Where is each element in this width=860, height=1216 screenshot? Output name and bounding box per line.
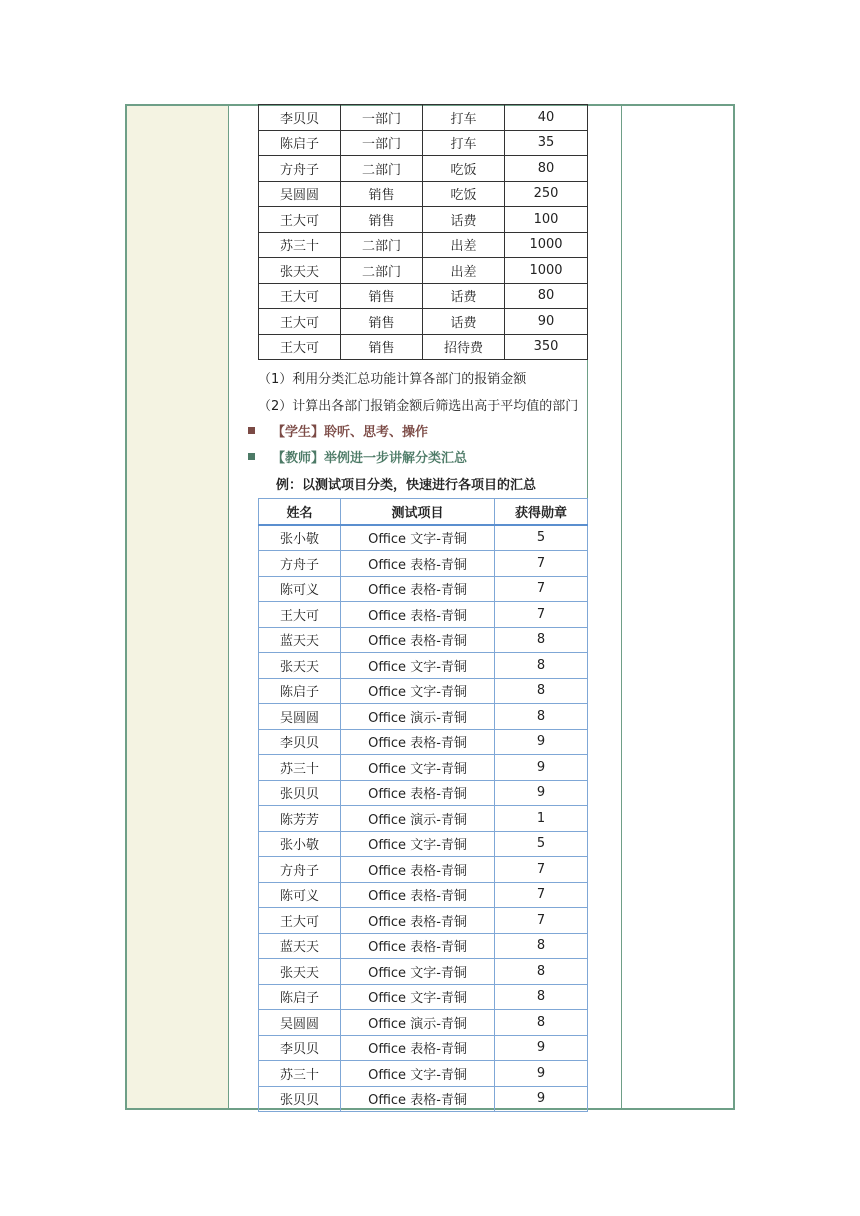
table-row: [259, 831, 588, 857]
left-column: [127, 106, 229, 1108]
table-cell: 8: [495, 959, 588, 985]
table-row: [259, 678, 588, 704]
table-row: [259, 780, 588, 806]
table-cell: 7: [495, 882, 588, 908]
table-cell: 9: [495, 1086, 588, 1112]
teacher-activity: 【教师】举例进一步讲解分类汇总: [272, 451, 468, 466]
table-cell: 方舟子: [259, 551, 341, 577]
table-cell: 苏三十: [259, 755, 341, 781]
table-cell: 100: [505, 207, 588, 233]
column-header: 姓名: [259, 499, 341, 525]
table-cell: Office 演示-青铜: [341, 806, 495, 832]
table-cell: 陈启子: [259, 130, 341, 156]
table-cell: 李贝贝: [259, 729, 341, 755]
table-cell: Office 文字-青铜: [341, 653, 495, 679]
table-cell: 王大可: [259, 207, 341, 233]
table-cell: Office 表格-青铜: [341, 729, 495, 755]
table-row: [259, 105, 588, 131]
table-cell: Office 表格-青铜: [341, 780, 495, 806]
table-cell: 1: [495, 806, 588, 832]
table-row: [259, 755, 588, 781]
table-cell: 销售: [341, 309, 423, 335]
table-cell: 二部门: [341, 232, 423, 258]
table-cell: 王大可: [259, 334, 341, 360]
table-cell: 陈可义: [259, 576, 341, 602]
table-row: [259, 984, 588, 1010]
table-cell: 苏三十: [259, 1061, 341, 1087]
table-row: [259, 130, 588, 156]
table-cell: Office 演示-青铜: [341, 1010, 495, 1036]
table-cell: 陈启子: [259, 678, 341, 704]
table-cell: 9: [495, 755, 588, 781]
table-row: [259, 704, 588, 730]
table-cell: 张天天: [259, 258, 341, 284]
table-row: [259, 576, 588, 602]
table-cell: 350: [505, 334, 588, 360]
table-cell: 吃饭: [423, 156, 505, 182]
table-cell: 7: [495, 602, 588, 628]
table-cell: 张贝贝: [259, 780, 341, 806]
square-bullet-icon: [248, 427, 255, 434]
table-cell: 方舟子: [259, 156, 341, 182]
table-cell: Office 文字-青铜: [341, 678, 495, 704]
table-cell: 8: [495, 1010, 588, 1036]
table-cell: 吴圆圆: [259, 704, 341, 730]
table-cell: 8: [495, 627, 588, 653]
table-row: [259, 156, 588, 182]
table-cell: 8: [495, 984, 588, 1010]
table-cell: Office 表格-青铜: [341, 882, 495, 908]
table-row: [259, 1086, 588, 1112]
table-row: [259, 653, 588, 679]
table-cell: 陈芳芳: [259, 806, 341, 832]
table-row: [259, 1061, 588, 1087]
table-cell: Office 表格-青铜: [341, 933, 495, 959]
table-cell: 5: [495, 831, 588, 857]
table-cell: 7: [495, 857, 588, 883]
table-row: [259, 1010, 588, 1036]
table-row: [259, 283, 588, 309]
student-activity: 【学生】聆听、思考、操作: [272, 425, 429, 440]
table-cell: 王大可: [259, 309, 341, 335]
table-cell: 9: [495, 729, 588, 755]
table-row: [259, 309, 588, 335]
table-cell: 张贝贝: [259, 1086, 341, 1112]
table-cell: 打车: [423, 105, 505, 131]
table-cell: 一部门: [341, 130, 423, 156]
table-cell: 90: [505, 309, 588, 335]
table-cell: 方舟子: [259, 857, 341, 883]
example-caption: 例：以测试项目分类，快速进行各项目的汇总: [276, 478, 537, 493]
table-cell: Office 表格-青铜: [341, 857, 495, 883]
table-cell: 王大可: [259, 602, 341, 628]
table-cell: 7: [495, 908, 588, 934]
table-cell: 张天天: [259, 959, 341, 985]
table-cell: 7: [495, 576, 588, 602]
table-row: [259, 181, 588, 207]
table-cell: 吃饭: [423, 181, 505, 207]
medal-table: [258, 498, 588, 1112]
table-cell: 80: [505, 283, 588, 309]
table-cell: Office 文字-青铜: [341, 959, 495, 985]
column-header: 测试项目: [341, 499, 495, 525]
table-row: [259, 334, 588, 360]
table-row: [259, 627, 588, 653]
table-row: [259, 258, 588, 284]
table-cell: 8: [495, 678, 588, 704]
table-cell: 一部门: [341, 105, 423, 131]
table-cell: Office 表格-青铜: [341, 576, 495, 602]
table-cell: 陈可义: [259, 882, 341, 908]
table-cell: 1000: [505, 258, 588, 284]
table-cell: 张小敬: [259, 525, 341, 551]
table-cell: 苏三十: [259, 232, 341, 258]
table-cell: Office 表格-青铜: [341, 602, 495, 628]
table-cell: 李贝贝: [259, 1035, 341, 1061]
table-cell: 话费: [423, 283, 505, 309]
table-row: [259, 806, 588, 832]
table-cell: 1000: [505, 232, 588, 258]
table-cell: Office 文字-青铜: [341, 984, 495, 1010]
table-row: [259, 602, 588, 628]
table-cell: 销售: [341, 181, 423, 207]
column-divider: [621, 106, 622, 1108]
table-cell: Office 演示-青铜: [341, 704, 495, 730]
table-row: [259, 933, 588, 959]
table-cell: Office 表格-青铜: [341, 627, 495, 653]
task-2: （2）计算出各部门报销金额后筛选出高于平均值的部门: [258, 399, 579, 414]
table-cell: 二部门: [341, 156, 423, 182]
table-cell: 王大可: [259, 908, 341, 934]
table-cell: 张天天: [259, 653, 341, 679]
table-cell: 8: [495, 933, 588, 959]
table-cell: 8: [495, 704, 588, 730]
table-cell: 话费: [423, 207, 505, 233]
table-cell: 销售: [341, 334, 423, 360]
table-cell: 出差: [423, 232, 505, 258]
table-row: [259, 729, 588, 755]
table-cell: 李贝贝: [259, 105, 341, 131]
table-cell: 销售: [341, 283, 423, 309]
table-row: [259, 857, 588, 883]
table-header-row: [259, 499, 588, 525]
table-cell: 王大可: [259, 283, 341, 309]
table-cell: 蓝天天: [259, 627, 341, 653]
table-cell: 250: [505, 181, 588, 207]
table-row: [259, 525, 588, 551]
table-cell: 5: [495, 525, 588, 551]
table-row: [259, 882, 588, 908]
table-cell: 陈启子: [259, 984, 341, 1010]
table-cell: Office 文字-青铜: [341, 755, 495, 781]
table-cell: Office 表格-青铜: [341, 1086, 495, 1112]
table-row: [259, 959, 588, 985]
table-row: [259, 1035, 588, 1061]
table-cell: Office 表格-青铜: [341, 908, 495, 934]
table-cell: Office 文字-青铜: [341, 1061, 495, 1087]
table-row: [259, 551, 588, 577]
table-row: [259, 207, 588, 233]
square-bullet-icon: [248, 453, 255, 460]
table-cell: 9: [495, 780, 588, 806]
table-cell: Office 文字-青铜: [341, 525, 495, 551]
table-cell: 招待费: [423, 334, 505, 360]
table-cell: 35: [505, 130, 588, 156]
table-row: [259, 232, 588, 258]
table-cell: 80: [505, 156, 588, 182]
expense-table: [258, 104, 588, 360]
table-cell: 吴圆圆: [259, 181, 341, 207]
table-cell: 打车: [423, 130, 505, 156]
table-cell: 8: [495, 653, 588, 679]
table-cell: 40: [505, 105, 588, 131]
table-cell: 9: [495, 1035, 588, 1061]
table-cell: Office 表格-青铜: [341, 1035, 495, 1061]
table-cell: 吴圆圆: [259, 1010, 341, 1036]
table-row: [259, 908, 588, 934]
table-cell: 7: [495, 551, 588, 577]
table-cell: 9: [495, 1061, 588, 1087]
column-header: 获得勋章: [495, 499, 588, 525]
table-cell: 销售: [341, 207, 423, 233]
table-cell: 出差: [423, 258, 505, 284]
table-cell: Office 文字-青铜: [341, 831, 495, 857]
task-1: （1）利用分类汇总功能计算各部门的报销金额: [258, 372, 527, 387]
table-cell: Office 表格-青铜: [341, 551, 495, 577]
table-cell: 张小敬: [259, 831, 341, 857]
table-cell: 蓝天天: [259, 933, 341, 959]
table-cell: 话费: [423, 309, 505, 335]
table-cell: 二部门: [341, 258, 423, 284]
